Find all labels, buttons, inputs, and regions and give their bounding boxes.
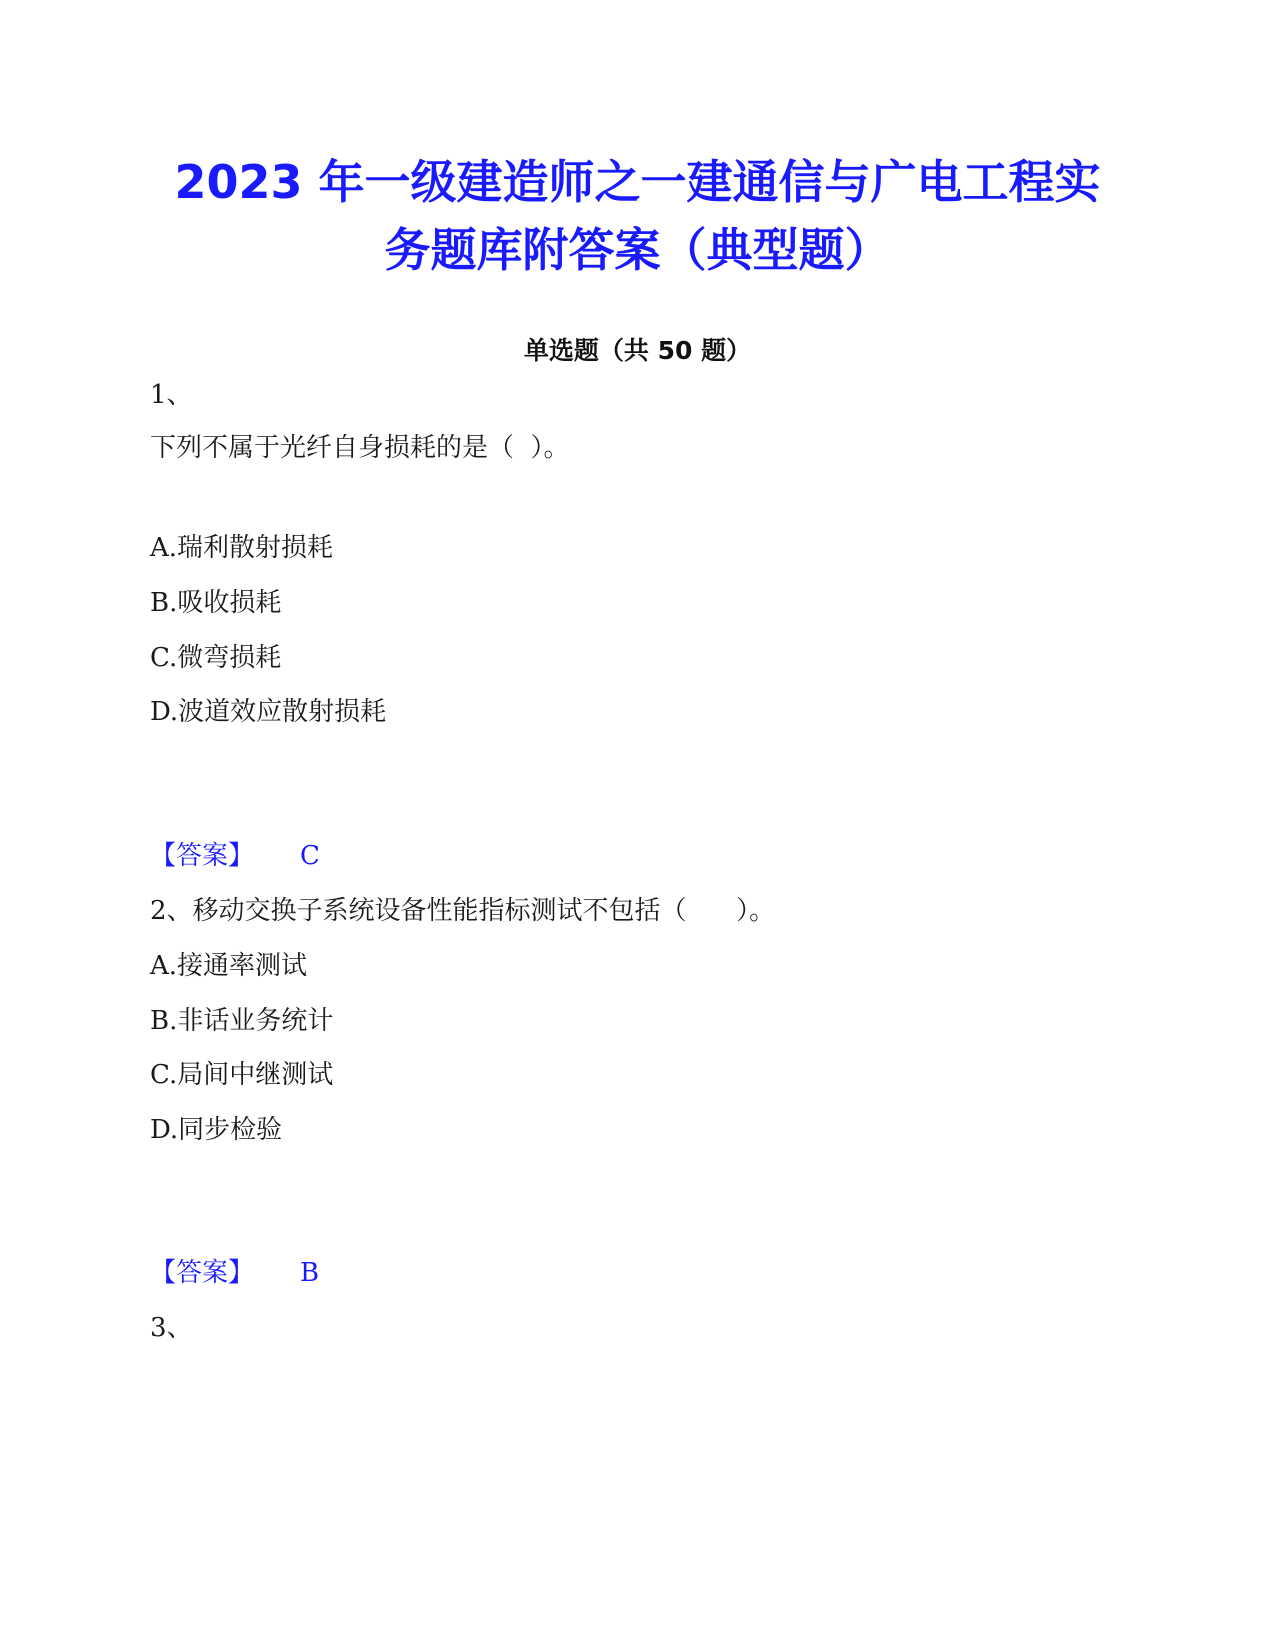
question-1-number: 1、 — [150, 380, 193, 410]
question-2-option-d: D.同步检验 — [150, 1115, 283, 1145]
answer-label: 【答案】 — [150, 1258, 255, 1288]
document-title-line-1: 2023 年一级建造师之一建通信与广电工程实 — [174, 155, 1101, 209]
question-1-stem: 下列不属于光纤自身损耗的是（ ）。 — [150, 433, 570, 463]
document-title-line-2: 务题库附答案（典型题） — [384, 223, 891, 277]
question-3-number: 3、 — [150, 1313, 193, 1343]
question-2-answer — [150, 1255, 319, 1291]
section-heading: 单选题（共 50 题） — [523, 336, 752, 365]
answer-label: 【答案】 — [150, 841, 255, 871]
question-2-option-a: A.接通率测试 — [150, 951, 308, 981]
question-1-option-b: B.吸收损耗 — [150, 588, 282, 618]
question-2-stem: 2、移动交换子系统设备性能指标测试不包括（ ）。 — [150, 896, 776, 926]
question-2-option-b: B.非话业务统计 — [150, 1006, 334, 1036]
answer-value: B — [300, 1258, 320, 1288]
question-1-option-c: C.微弯损耗 — [150, 643, 282, 673]
answer-value: C — [300, 841, 320, 871]
question-1-answer — [150, 838, 320, 874]
question-1-option-a: A.瑞利散射损耗 — [150, 533, 334, 563]
question-1-option-d: D.波道效应散射损耗 — [150, 697, 387, 727]
question-2-option-c: C.局间中继测试 — [150, 1060, 334, 1090]
